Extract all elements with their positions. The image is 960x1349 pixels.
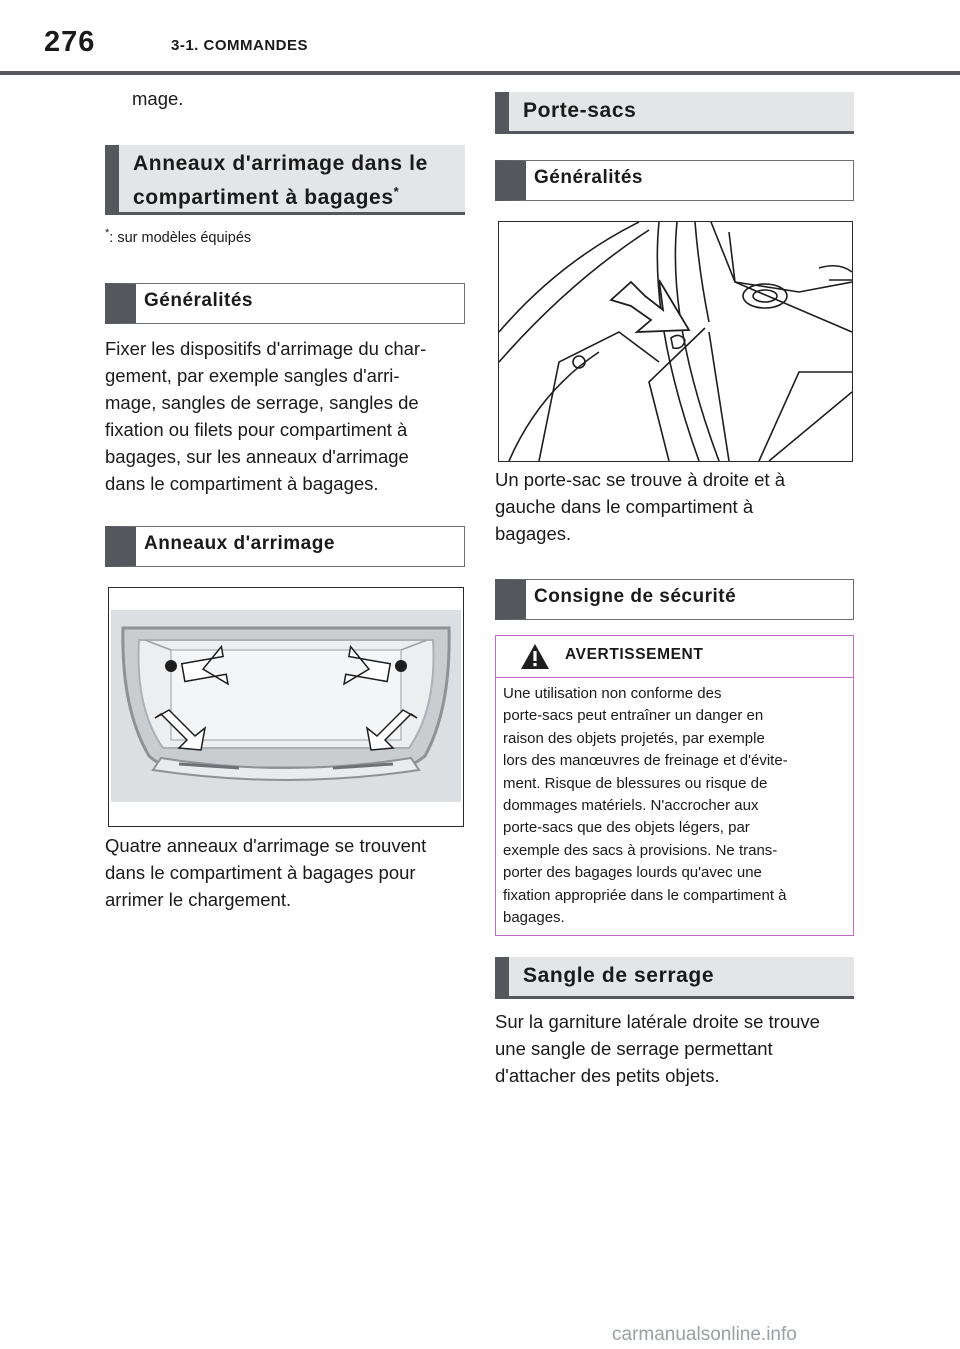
warning-text (496, 678, 853, 929)
rings-paragraph (105, 832, 465, 913)
text-line: porte-sacs que des objets légers, par (503, 819, 750, 837)
bag-hook-illustration (498, 221, 853, 462)
text-line: raison des objets projetés, par exemple (503, 729, 765, 747)
text-line: arrimer le chargement. (105, 889, 292, 910)
heading-line-1: Anneaux d'arrimage dans le (133, 152, 428, 175)
text-line: lors des manœuvres de freinage et d'évite- (503, 752, 788, 770)
subheading-general-right: Généralités (495, 160, 854, 201)
text-line: Quatre anneaux d'arrimage se trouvent (105, 835, 427, 856)
text-line: une sangle de serrage permettant (495, 1038, 773, 1059)
text-line: bagages. (503, 909, 565, 927)
text-line: mage, sangles de serrage, sangles de (105, 392, 419, 413)
footnote-text: : sur modèles équipés (109, 229, 252, 246)
text-line: porter des bagages lourds qu'avec une (503, 864, 762, 882)
text-line: fixation ou filets pour compartiment à (105, 419, 408, 440)
text-line: bagages. (495, 523, 572, 544)
warning-box (495, 635, 854, 936)
subheading-safety: Consigne de sécurité (495, 579, 854, 620)
heading-line-2 (133, 178, 465, 212)
footnote-marker: * (393, 184, 400, 199)
subheading-general-left: Généralités (105, 283, 465, 324)
text-line: dans le compartiment à bagages. (105, 473, 379, 494)
text-line: Une utilisation non conforme des (503, 685, 722, 702)
chapter-title: 3-1. COMMANDES (171, 37, 309, 54)
text-line: Un porte-sac se trouve à droite et à (495, 469, 785, 490)
warning-triangle-icon (520, 643, 550, 675)
strap-paragraph (495, 1008, 855, 1089)
general-paragraph (105, 335, 465, 497)
trunk-rings-illustration (108, 587, 464, 827)
text-line: fixation appropriée dans le compartiment à (503, 886, 787, 904)
heading-text: compartiment à bagages (133, 186, 394, 209)
text-line: exemple des sacs à provisions. Ne trans- (503, 841, 778, 859)
trunk-drawing (109, 588, 463, 826)
text-line: Fixer les dispositifs d'arrimage du char- (105, 338, 427, 359)
text-line: gauche dans le compartiment à (495, 496, 754, 517)
bag-hook-drawing (499, 222, 852, 461)
footnote-star: * (105, 227, 110, 239)
text-line: Sur la garniture latérale droite se trouve (495, 1011, 820, 1032)
section-heading-bag-hooks: Porte-sacs (495, 92, 854, 134)
page-number: 276 (44, 26, 96, 58)
warning-header (496, 636, 853, 678)
text-line: dommages matériels. N'accrocher aux (503, 797, 759, 815)
bag-hooks-paragraph (495, 466, 855, 547)
header-rule (0, 71, 960, 75)
continued-text: mage. (132, 88, 184, 109)
section-heading-strap: Sangle de serrage (495, 957, 854, 999)
text-line: gement, par exemple sangles d'arri- (105, 365, 400, 386)
watermark: carmanualsonline.info (612, 1324, 797, 1345)
section-heading-tie-down-rings (105, 145, 465, 215)
text-line: bagages, sur les anneaux d'arrimage (105, 446, 409, 467)
subheading-tie-down-rings: Anneaux d'arrimage (105, 526, 465, 567)
text-line: dans le compartiment à bagages pour (105, 862, 416, 883)
text-line: ment. Risque de blessures ou risque de (503, 774, 768, 792)
footnote (105, 227, 251, 246)
warning-title: AVERTISSEMENT (565, 646, 704, 663)
text-line: d'attacher des petits objets. (495, 1065, 720, 1086)
text-line: porte-sacs peut entraîner un danger en (503, 707, 764, 725)
